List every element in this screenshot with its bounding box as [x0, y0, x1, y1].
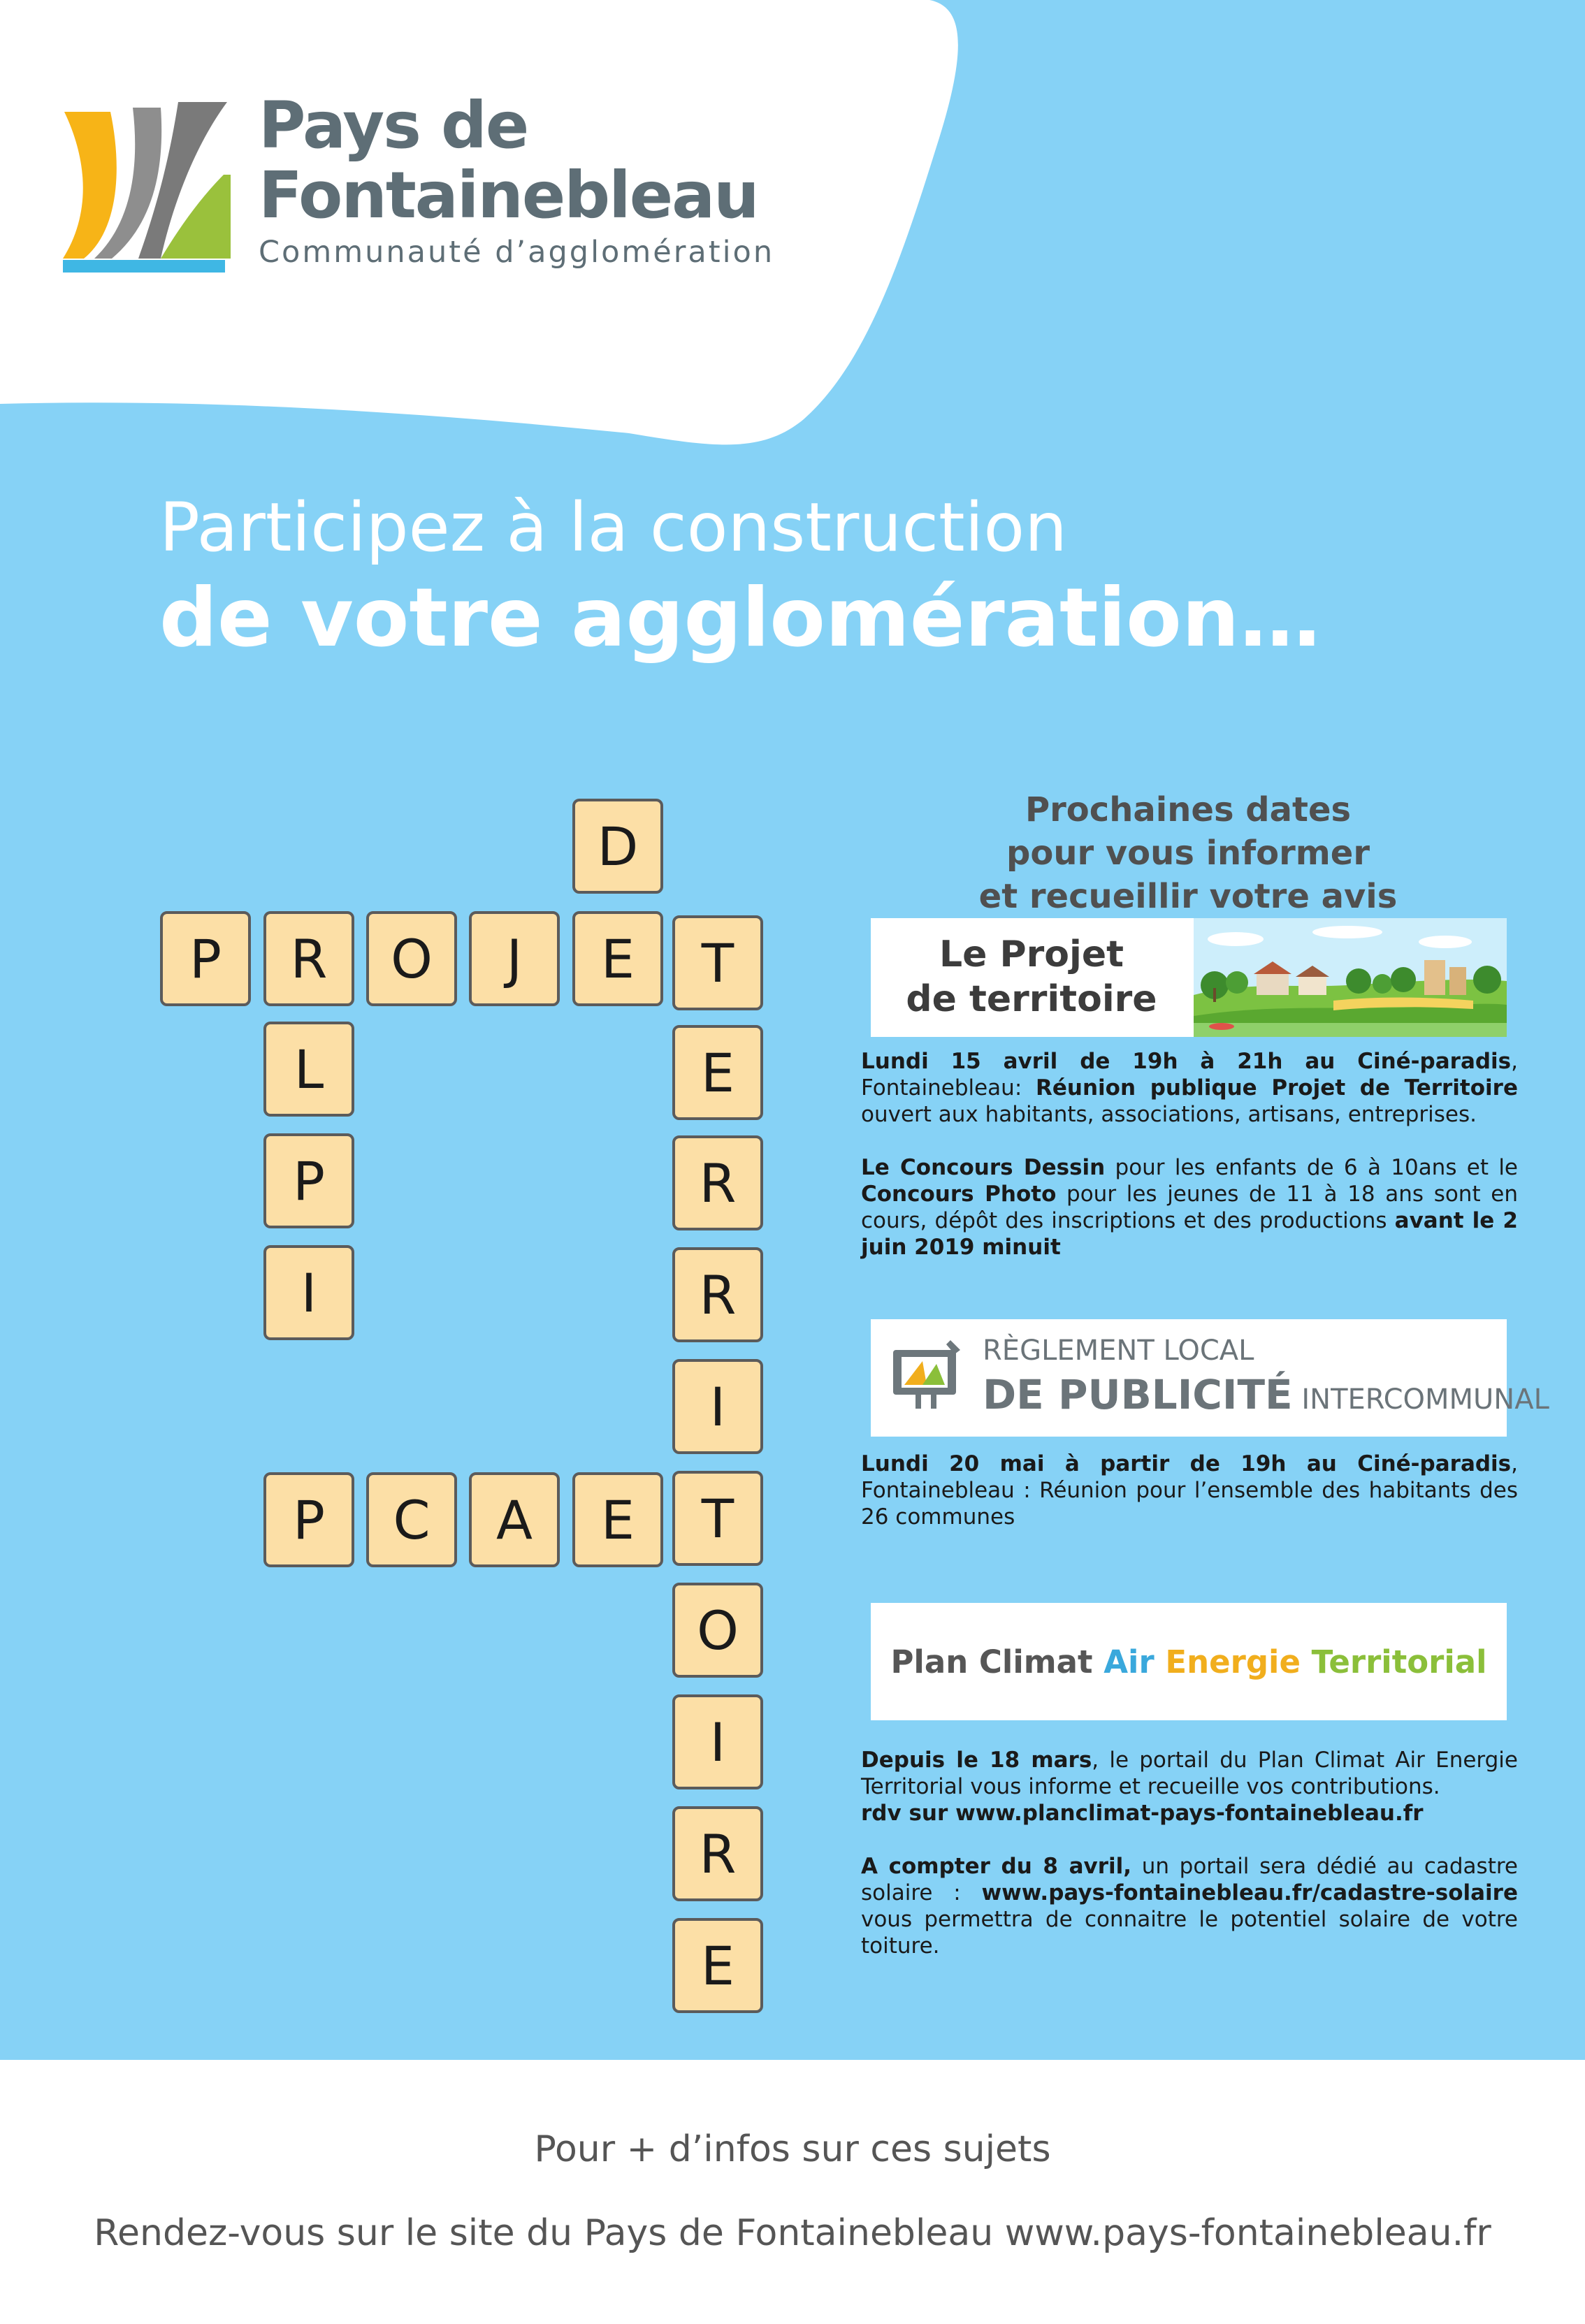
rlpi-banner: [871, 1319, 1549, 1437]
pcaet-banner: [871, 1603, 1507, 1720]
tile-territoire-6: T: [672, 1471, 763, 1566]
tile-projet-2: R: [263, 911, 354, 1006]
headline: [159, 486, 1320, 667]
tile-territoire-1: T: [672, 915, 763, 1010]
rlpi-banner-small: INTERCOMMUNAL: [1292, 1383, 1549, 1416]
rlpi-paragraph: [861, 1451, 1518, 1530]
concours-text-2: pour les jeunes de 11 à 18 ans sont en cours, dépôt des inscriptions et des productions: [861, 1182, 1518, 1233]
meeting-date-2: Lundi 20 mai à partir de 19h au Ciné-paradis: [861, 1451, 1512, 1476]
tile-rlpi-3: P: [263, 1133, 354, 1228]
pcaet-banner-air: Air: [1103, 1643, 1166, 1680]
dates-title-line2: pour vous informer: [1006, 834, 1370, 873]
logo-subtitle: Communauté d’agglomération: [259, 235, 775, 270]
headline-line2: de votre agglomération…: [159, 571, 1321, 665]
dates-title-line1: Prochaines dates: [1025, 790, 1352, 829]
tile-projet-5: E: [572, 911, 663, 1006]
tile-territoire-9: R: [672, 1806, 763, 1901]
footer-line1: Pour + d’infos sur ces sujets: [534, 2128, 1051, 2170]
footer-line2: Rendez-vous sur le site du Pays de Fontainebleau www.pays-fontainebleau.fr: [94, 2212, 1491, 2254]
concours-text-1: pour les enfants de 6 à 10ans et le: [1105, 1155, 1518, 1180]
logo-mark-icon: [56, 98, 245, 286]
projet-territoire-banner: [871, 918, 1507, 1037]
concours-dessin: Le Concours Dessin: [861, 1155, 1106, 1180]
tile-projet-4: J: [469, 911, 560, 1006]
tile-territoire-10: E: [672, 1918, 763, 2013]
banner-label-line2: de territoire: [906, 978, 1157, 1020]
logo: [56, 88, 825, 300]
projet-territoire-paragraph-1: [861, 1048, 1518, 1128]
dates-title-line3: et recueillir votre avis: [978, 877, 1398, 916]
meeting-date-1: Lundi 15 avril de 19h à 21h au Ciné-paradis: [861, 1049, 1512, 1074]
billboard-icon: [888, 1336, 964, 1413]
concours-photo: Concours Photo: [861, 1182, 1057, 1207]
pcaet-link-1: rdv sur www.planclimat-pays-fontainebleau.fr: [861, 1801, 1424, 1826]
pcaet-text-1: , le portail du Plan Climat Air Energie Territorial vous informe et recueille vos contributions.: [861, 1748, 1518, 1799]
projet-territoire-banner-label: [871, 932, 1192, 1022]
pcaet-banner-plan-climat: Plan Climat: [890, 1643, 1104, 1680]
pcaet-paragraph-1: [861, 1747, 1518, 1826]
banner-label-line1: Le Projet: [939, 934, 1124, 975]
meeting-location-1: , Fontainebleau:: [861, 1049, 1518, 1101]
pcaet-since-date: Depuis le 18 mars: [861, 1748, 1092, 1773]
tile-territoire-2: E: [672, 1025, 763, 1120]
rlpi-banner-line2: [983, 1371, 1549, 1418]
meeting-location-2: , Fontainebleau : Réunion pour l’ensemble des habitants des 26 communes: [861, 1451, 1518, 1530]
cadastre-text-2: vous permettra de connaitre le potentiel solaire de votre toiture.: [861, 1907, 1518, 1959]
pcaet-paragraph-2: [861, 1853, 1518, 1959]
tile-territoire-5: I: [672, 1359, 763, 1454]
pcaet-banner-energie: Energie: [1165, 1643, 1312, 1680]
tile-rlpi-2: L: [263, 1022, 354, 1117]
meeting-event-1: Réunion publique Projet de Territoire: [1036, 1075, 1518, 1101]
tile-territoire-8: I: [672, 1694, 763, 1789]
pcaet-banner-territorial: Territorial: [1311, 1643, 1487, 1680]
tile-territoire-7: O: [672, 1583, 763, 1678]
tile-pcaet-4: E: [572, 1472, 663, 1567]
headline-line1: Participez à la construction: [159, 488, 1067, 567]
tile-territoire-4: R: [672, 1247, 763, 1342]
logo-title-line1: Pays de: [259, 88, 528, 163]
tile-pcaet-1: P: [263, 1472, 354, 1567]
cadastre-date: A compter du 8 avril,: [861, 1854, 1132, 1879]
meeting-audience-1: ouvert aux habitants, associations, artisans, entreprises.: [861, 1102, 1477, 1127]
tile-rlpi-4: I: [263, 1245, 354, 1340]
dates-title: [860, 788, 1517, 918]
tile-projet-3: O: [366, 911, 457, 1006]
tile-projet-1: P: [160, 911, 251, 1006]
projet-territoire-paragraph-2: [861, 1154, 1518, 1261]
rlpi-info: [861, 1451, 1518, 1557]
tile-territoire-3: R: [672, 1135, 763, 1230]
projet-territoire-info: [861, 1048, 1518, 1287]
tile-pcaet-2: C: [366, 1472, 457, 1567]
logo-title-line2: Fontainebleau: [259, 158, 758, 233]
cadastre-text-1: un portail sera dédié au cadastre solaire :: [861, 1854, 1518, 1905]
landscape-illustration-icon: [1194, 918, 1507, 1037]
tile-pcaet-3: A: [469, 1472, 560, 1567]
tile-de-1: D: [572, 799, 663, 894]
rlpi-banner-line1: RÈGLEMENT LOCAL: [983, 1335, 1254, 1367]
pcaet-info: [861, 1747, 1518, 1986]
cadastre-link: www.pays-fontainebleau.fr/cadastre-solaire: [981, 1880, 1518, 1905]
rlpi-banner-big: DE PUBLICITÉ: [983, 1371, 1293, 1418]
concours-deadline: avant le 2 juin 2019 minuit: [861, 1208, 1518, 1260]
